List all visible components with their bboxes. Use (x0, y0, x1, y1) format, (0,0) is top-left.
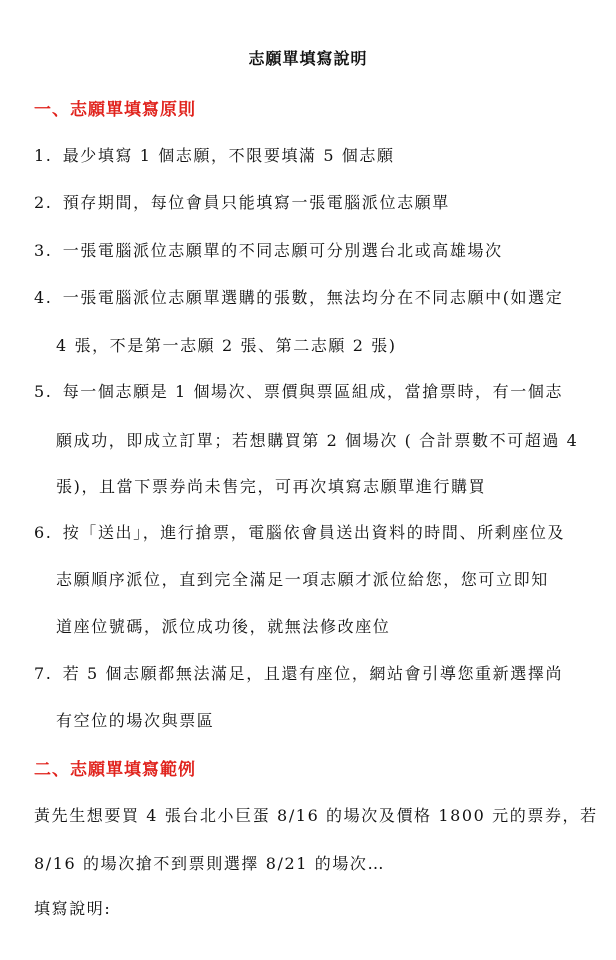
list-item-number: 2. (34, 193, 53, 212)
list-item-text: 一張電腦派位志願單的不同志願可分別選台北或高雄場次 (62, 241, 503, 260)
list-item-number: 4. (34, 288, 53, 307)
page-title: 志願單填寫說明 (248, 49, 368, 68)
list-item-5 (34, 379, 563, 402)
list-item-number: 5. (34, 382, 53, 401)
list-item-7-continued: 有空位的場次與票區 (56, 711, 215, 730)
list-item-4-continued: 4 張，不是第一志願 2 張、第二志願 2 張) (56, 336, 397, 355)
list-item-number: 1. (34, 146, 53, 165)
list-item-5-continued-1: 願成功，即成立訂單；若想購買第 2 個場次 ( 合計票數不可超過 4 (56, 431, 579, 450)
list-item-number: 7. (34, 664, 53, 683)
example-paragraph-line-1: 黃先生想要買 4 張台北小巨蛋 8/16 的場次及價格 1800 元的票券，若 (34, 806, 598, 825)
list-item-6-continued-1: 志願順序派位，直到完全滿足一項志願才派位給您，您可立即知 (56, 570, 549, 589)
list-item-6 (34, 520, 565, 543)
list-item-text: 每一個志願是 1 個場次、票價與票區組成，當搶票時，有一個志 (62, 382, 564, 401)
list-item-text: 最少填寫 1 個志願，不限要填滿 5 個志願 (62, 146, 395, 165)
example-paragraph-line-2: 8/16 的場次搶不到票則選擇 8/21 的場次… (34, 854, 386, 873)
list-item-4 (34, 285, 563, 308)
list-item-2 (34, 190, 450, 213)
list-item-5-continued-2: 張)，且當下票券尚未售完，可再次填寫志願單進行購買 (56, 477, 487, 496)
list-item-text: 若 5 個志願都無法滿足，且還有座位，網站會引導您重新選擇尚 (62, 664, 564, 683)
list-item-7 (34, 661, 563, 684)
fill-in-note: 填寫說明: (34, 899, 112, 918)
list-item-text: 一張電腦派位志願單選購的張數，無法均分在不同志願中(如選定 (62, 288, 564, 307)
list-item-6-continued-2: 道座位號碼，派位成功後，就無法修改座位 (56, 617, 391, 636)
list-item-text: 預存期間，每位會員只能填寫一張電腦派位志願單 (62, 193, 450, 212)
list-item-3 (34, 238, 503, 261)
list-item-1 (34, 143, 395, 166)
section-2-heading: 二、志願單填寫範例 (34, 760, 196, 780)
section-1-heading: 一、志願單填寫原則 (34, 100, 196, 120)
list-item-number: 3. (34, 241, 53, 260)
list-item-text: 按「送出」，進行搶票，電腦依會員送出資料的時間、所剩座位及 (62, 523, 566, 542)
list-item-number: 6. (34, 523, 53, 542)
